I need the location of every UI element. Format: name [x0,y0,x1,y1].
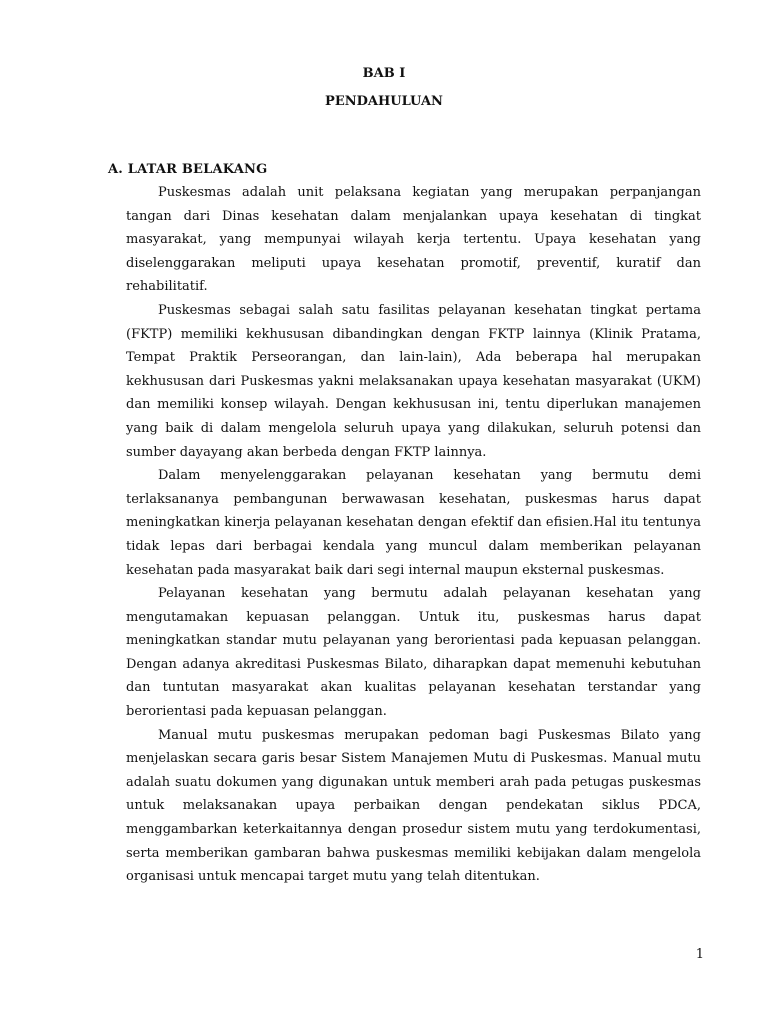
page-number: 1 [695,947,704,962]
paragraph: Pelayanan kesehatan yang bermutu adalah pelayanan kesehatan yang mengutamakan kepuasan pelanggan. Untuk itu, puskesmas harus dapat meningkatkan standar mutu pelayanan yang berorientasi pada kepuasan pelanggan. Dengan adanya akreditasi Puskesmas Bilato, diharapkan dapat memenuhi kebutuhan dan tuntutan masyarakat akan kualitas pelayanan kesehatan terstandar yang berorientasi pada kepuasan pelanggan. [126,586,701,720]
chapter-number: BAB I [362,66,406,81]
paragraph: Manual mutu puskesmas merupakan pedoman bagi Puskesmas Bilato yang menjelaskan secara garis besar Sistem Manajemen Mutu di Puskesmas. Manual mutu adalah suatu dokumen yang digunakan untuk memberi arah pada petugas puskesmas untuk melaksanakan upaya perbaikan dengan pendekatan siklus PDCA, menggambarkan keterkaitannya dengan prosedur sistem mutu yang terdokumentasi, serta memberikan gambaran bahwa puskesmas memiliki kebijakan dalam mengelola organisasi untuk mencapai target mutu yang telah ditentukan. [126,727,701,885]
paragraph: Puskesmas adalah unit pelaksana kegiatan yang merupakan perpanjangan tangan dari Dinas kesehatan dalam menjalankan upaya kesehatan di tingkat masyarakat, yang mempunyai wilayah kerja tertentu. Upaya kesehatan yang diselenggarakan meliputi upaya kesehatan promotif, preventif, kuratif dan rehabilitatif. [126,185,701,295]
paragraph: Puskesmas sebagai salah satu fasilitas pelayanan kesehatan tingkat pertama (FKTP) memiliki kekhususan dibandingkan dengan FKTP lainnya (Klinik Pratama, Tempat Praktik Perseorangan, dan lain-lain), Ada beberapa hal merupakan kekhususan dari Puskesmas yakni melaksanakan upaya kesehatan masyarakat (UKM) dan memiliki konsep wilayah. Dengan kekhususan ini, tentu diperlukan manajemen yang baik di dalam mengelola seluruh upaya yang dilakukan, seluruh potensi dan sumber dayayang akan berbeda dengan FKTP lainnya. [126,302,701,460]
body-text [126,181,701,889]
chapter-title: PENDAHULUAN [325,94,443,109]
paragraph: Dalam menyelenggarakan pelayanan kesehatan yang bermutu demi terlaksananya pembangunan berwawasan kesehatan, puskesmas harus dapat meningkatkan kinerja pelayanan kesehatan dengan efektif dan efisien.Hal itu tentunya tidak lepas dari berbagai kendala yang muncul dalam memberikan pelayanan kesehatan pada masyarakat baik dari segi internal maupun eksternal puskesmas. [126,468,701,578]
section-heading: A. LATAR BELAKANG [108,162,268,177]
